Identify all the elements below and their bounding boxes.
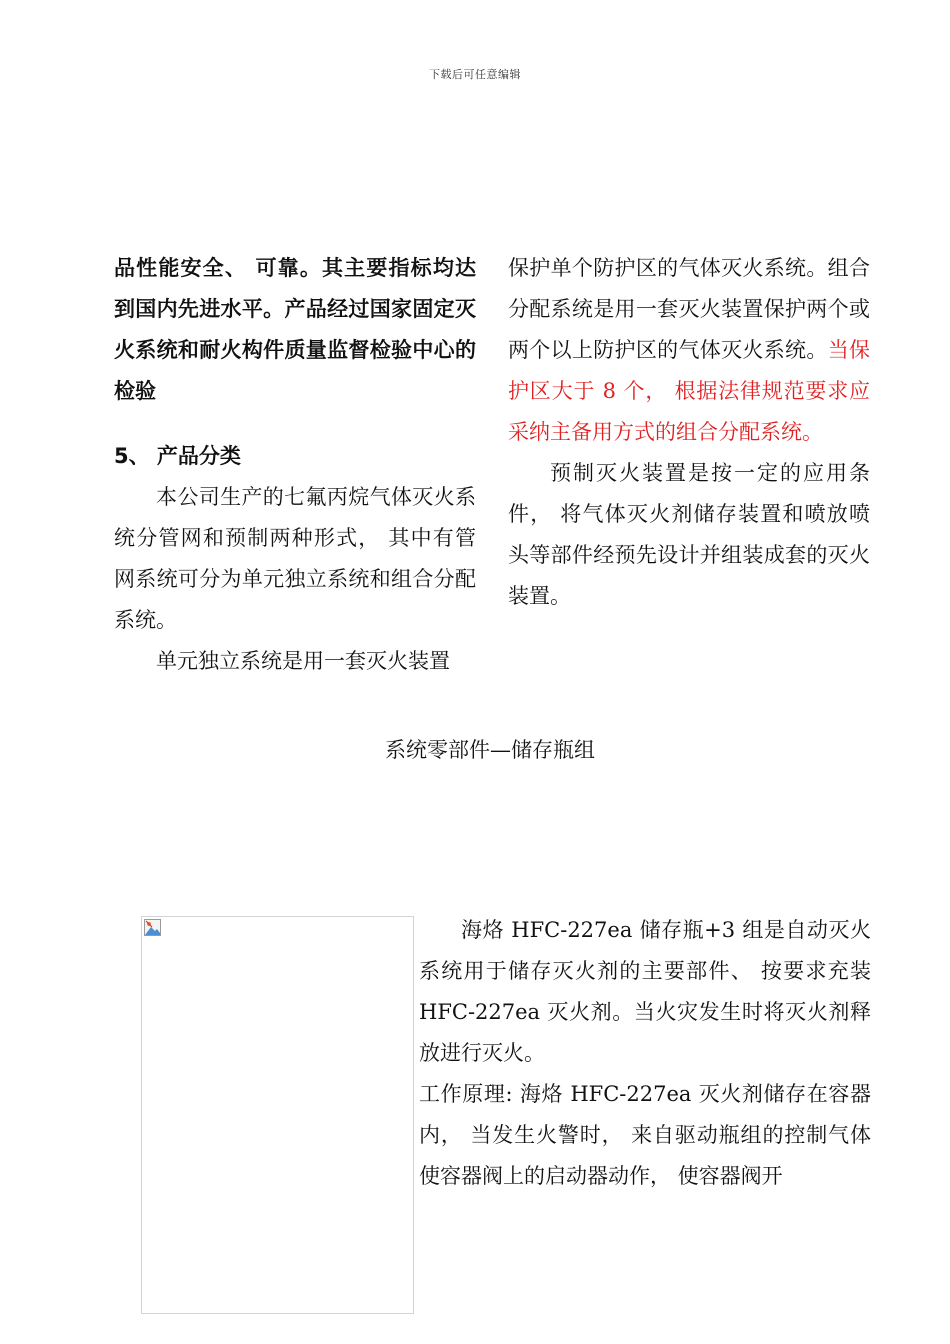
paragraph: 本公司生产的七氟丙烷气体灭火系统分管网和预制两种形式， 其中有管网系统可分为单元独立系统和组合分配系统。	[114, 485, 476, 632]
left-column	[114, 248, 476, 682]
paragraph	[508, 248, 870, 453]
section-heading: 5、 产品分类	[114, 444, 241, 468]
bold-paragraph: 品性能安全、 可靠。其主要指标均达到国内先进水平。产品经过国家固定灭火系统和耐火构件质量监督检验中心的检验	[114, 256, 476, 403]
right-column	[508, 248, 870, 617]
paragraph: 海烙 HFC-227ea 储存瓶+3 组是自动灭火系统用于储存灭火剂的主要部件、 按要求充装 HFC-227ea 灭火剂。当火灾发生时将灭火剂释放进行灭火。	[419, 918, 871, 1065]
paragraph: 单元独立系统是用一套灭火装置	[156, 649, 450, 673]
highlighted-text: 当保护区大于 8 个， 根据法律规范要求应采纳主备用方式的组合分配系统。	[508, 338, 870, 444]
image-placeholder	[141, 916, 414, 1314]
page-header: 下载后可任意编辑	[429, 68, 521, 81]
broken-image-icon	[144, 919, 161, 936]
paragraph-text: 保护单个防护区的气体灭火系统。组合分配系统是用一套灭火装置保护两个或两个以上防护区的气体灭火系统。	[508, 256, 870, 362]
body-text	[419, 910, 871, 1197]
figure-caption: 系统零部件—储存瓶组	[385, 738, 595, 762]
paragraph: 工作原理: 海烙 HFC-227ea 灭火剂储存在容器内， 当发生火警时， 来自驱动瓶组的控制气体使容器阀上的启动器动作， 使容器阀开	[419, 1082, 871, 1188]
paragraph: 预制灭火装置是按一定的应用条件， 将气体灭火剂储存装置和喷放喷头等部件经预先设计并组装成套的灭火装置。	[508, 461, 870, 608]
